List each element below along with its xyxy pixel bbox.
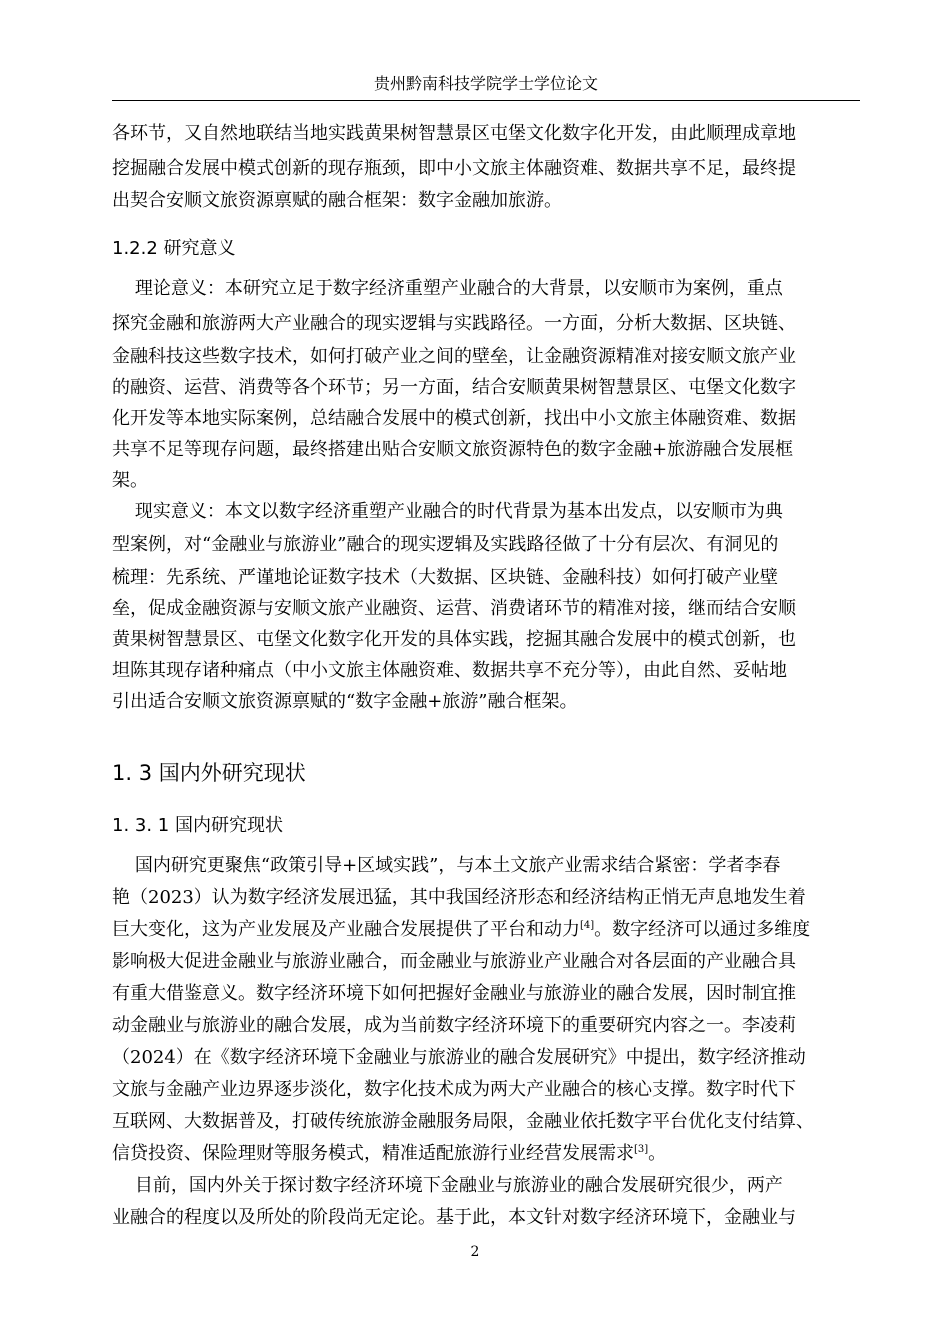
text-line: 坦陈其现存诸种痛点（中小文旅主体融资难、数据共享不充分等），由此自然、妥帖地 [112, 660, 787, 681]
text-line: 动金融业与旅游业的融合发展，成为当前数字经济环境下的重要研究内容之一。李凌莉 [112, 1015, 796, 1036]
text-line: 目前，国内外关于探讨数字经济环境下金融业与旅游业的融合发展研究很少，两产 [112, 1175, 783, 1196]
text-line: 现实意义：本文以数字经济重塑产业融合的时代背景为基本出发点，以安顺市为典 [112, 501, 783, 522]
header-rule [112, 100, 860, 101]
text-line: 有重大借鉴意义。数字经济环境下如何把握好金融业与旅游业的融合发展，因时制宜推 [112, 983, 796, 1004]
citation-3: [3] [634, 1144, 649, 1155]
text-line: 出契合安顺文旅资源禀赋的融合框架：数字金融加旅游。 [112, 190, 562, 211]
text-line: 架。 [112, 470, 148, 491]
text-line: 理论意义：本研究立足于数字经济重塑产业融合的大背景，以安顺市为案例，重点 [112, 278, 783, 299]
running-header: 贵州黔南科技学院学士学位论文 [373, 74, 598, 93]
text-line: 国内研究更聚焦“政策引导+区域实践”，与本土文旅产业需求结合紧密：学者李春 [112, 855, 781, 876]
text-line: 挖掘融合发展中模式创新的现存瓶颈，即中小文旅主体融资难、数据共享不足，最终提 [112, 158, 796, 179]
page-number: 2 [470, 1244, 480, 1260]
text-line: 艳（2023）认为数字经济发展迅猛，其中我国经济形态和经济结构正悄无声息地发生着 [112, 887, 806, 908]
text-line: 黄果树智慧景区、屯堡文化数字化开发的具体实践，挖掘其融合发展中的模式创新，也 [112, 629, 796, 650]
text-line: 各环节，又自然地联结当地实践黄果树智慧景区屯堡文化数字化开发，由此顺理成章地 [112, 123, 796, 144]
text-line: 型案例，对“金融业与旅游业”融合的现实逻辑及实践路径做了十分有层次、有洞见的 [112, 534, 779, 555]
section-heading-1-3: 1. 3 国内外研究现状 [112, 761, 306, 785]
text-line: 文旅与金融产业边界逐步淡化，数字化技术成为两大产业融合的核心支撑。数字时代下 [112, 1079, 796, 1100]
text-line: 引出适合安顺文旅资源禀赋的“数字金融+旅游”融合框架。 [112, 691, 578, 712]
text-line: 化开发等本地实际案例，总结融合发展中的模式创新，找出中小文旅主体融资难、数据 [112, 408, 796, 429]
text-fragment: 。数字经济可以通过多维度 [594, 919, 811, 940]
citation-4: [4] [580, 920, 595, 931]
text-line: 探究金融和旅游两大产业融合的现实逻辑与实践路径。一方面，分析大数据、区块链、 [112, 313, 796, 334]
text-line: 互联网、大数据普及，打破传统旅游金融服务局限，金融业依托数字平台优化支付结算、 [112, 1111, 814, 1132]
section-heading-1-2-2: 1.2.2 研究意义 [112, 238, 236, 259]
text-line: 金融科技这些数字技术，如何打破产业之间的壁垒，让金融资源精准对接安顺文旅产业 [112, 346, 796, 367]
text-line [112, 917, 810, 943]
text-line: 垒，促成金融资源与安顺文旅产业融资、运营、消费诸环节的精准对接，继而结合安顺 [112, 598, 796, 619]
text-line: 共享不足等现存问题，最终搭建出贴合安顺文旅资源特色的数字金融+旅游融合发展框 [112, 439, 794, 460]
text-fragment: 。 [648, 1143, 667, 1164]
text-line: 梳理：先系统、严谨地论证数字技术（大数据、区块链、金融科技）如何打破产业壁 [112, 567, 778, 588]
text-line: 业融合的程度以及所处的阶段尚无定论。基于此，本文针对数字经济环境下，金融业与 [112, 1207, 796, 1228]
text-fragment: 巨大变化，这为产业发展及产业融合发展提供了平台和动力 [112, 919, 580, 940]
text-line: （2024）在《数字经济环境下金融业与旅游业的融合发展研究》中提出，数字经济推动 [112, 1047, 806, 1068]
text-line: 影响极大促进金融业与旅游业融合，而金融业与旅游业产业融合对各层面的产业融合具 [112, 951, 796, 972]
text-line [112, 1141, 666, 1167]
section-heading-1-3-1: 1. 3. 1 国内研究现状 [112, 815, 283, 836]
text-line: 的融资、运营、消费等各个环节；另一方面，结合安顺黄果树智慧景区、屯堡文化数字 [112, 377, 796, 398]
text-fragment: 信贷投资、保险理财等服务模式，精准适配旅游行业经营发展需求 [112, 1143, 634, 1164]
